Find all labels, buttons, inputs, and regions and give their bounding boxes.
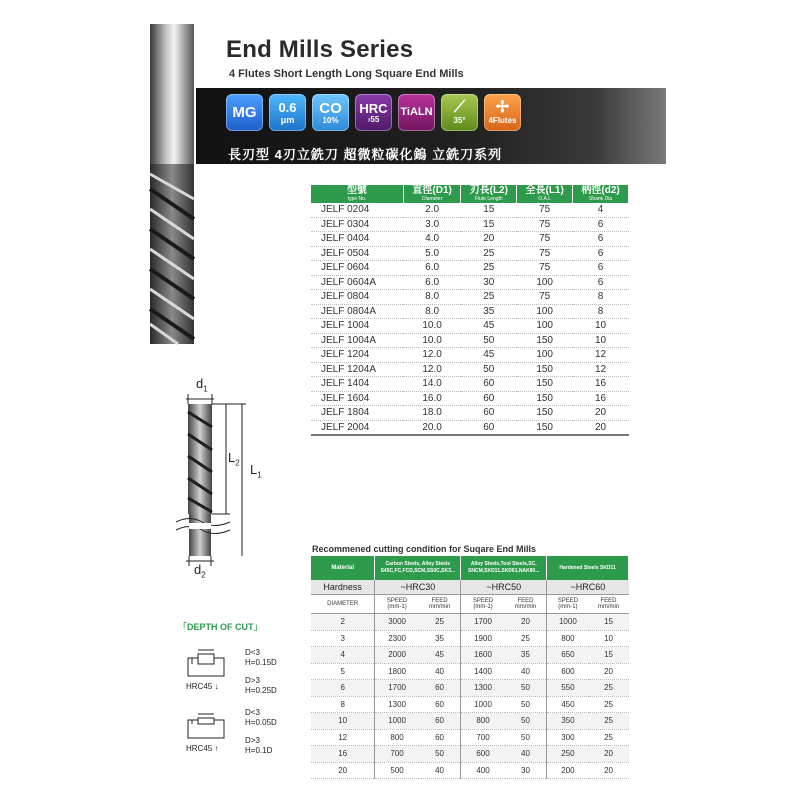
diameter-cell: 20.0 bbox=[403, 420, 460, 435]
hardness-2: ~HRC50 bbox=[461, 580, 547, 595]
case2-line1: D<3 bbox=[245, 708, 260, 717]
flute-length-cell: 15 bbox=[461, 217, 517, 232]
model-cell: JELF 1604 bbox=[311, 391, 403, 406]
speed-cell: 250 bbox=[547, 746, 589, 763]
spec-row bbox=[311, 246, 629, 261]
cutting-title: Recommened cutting condition for Suqare End Mills bbox=[312, 544, 537, 554]
spec-row bbox=[311, 420, 629, 435]
badge-text: MG bbox=[232, 104, 257, 121]
speed-cell: 1300 bbox=[461, 680, 505, 697]
overall-length-cell: 150 bbox=[517, 362, 573, 377]
speed-cell: 700 bbox=[375, 746, 419, 763]
speed-cell: 1300 bbox=[375, 696, 419, 713]
feed-cell: 10 bbox=[589, 630, 629, 647]
flute-length-cell: 45 bbox=[461, 348, 517, 363]
l2-label: $L_2$ bbox=[228, 450, 240, 468]
material-row bbox=[311, 556, 629, 580]
col-overall-length: 全長(L1) O.A.L bbox=[517, 185, 573, 203]
spec-row bbox=[311, 377, 629, 392]
badge-text: TiALN bbox=[400, 106, 433, 118]
feed-cell: 60 bbox=[419, 696, 461, 713]
cutting-row bbox=[311, 762, 629, 779]
feed-cell: 25 bbox=[589, 680, 629, 697]
cutting-row bbox=[311, 696, 629, 713]
speed-cell: 1000 bbox=[375, 713, 419, 730]
spec-row bbox=[311, 290, 629, 305]
diameter-cell: 6.0 bbox=[403, 275, 460, 290]
feed-cell: 35 bbox=[419, 630, 461, 647]
overall-length-cell: 150 bbox=[517, 420, 573, 435]
spec-table-body bbox=[311, 203, 629, 435]
cutting-row bbox=[311, 680, 629, 697]
diameter-cell: 3.0 bbox=[403, 217, 460, 232]
speed-cell: 1900 bbox=[461, 630, 505, 647]
d2-label: $d_2$ bbox=[194, 562, 206, 580]
speed-cell: 1700 bbox=[461, 614, 505, 631]
shank-dia-cell: 10 bbox=[573, 319, 629, 334]
speed-cell: 700 bbox=[461, 729, 505, 746]
overall-length-cell: 100 bbox=[517, 319, 573, 334]
series-title: End Mills Series bbox=[226, 36, 414, 63]
speed-cell: 600 bbox=[461, 746, 505, 763]
col-shank-dia: 柄徑(d2) Shank Dia bbox=[573, 185, 629, 203]
col-diameter: 直徑(D1) Diameter bbox=[403, 185, 460, 203]
overall-length-cell: 100 bbox=[517, 275, 573, 290]
speed-cell: 400 bbox=[461, 762, 505, 779]
case2-line2: H=0.05D bbox=[245, 718, 277, 727]
speed-cell: 200 bbox=[547, 762, 589, 779]
spec-table bbox=[311, 185, 629, 436]
flute-length-cell: 25 bbox=[461, 290, 517, 305]
col-flute-length: 刃長(L2) Flute Length bbox=[461, 185, 517, 203]
model-cell: JELF 1004A bbox=[311, 333, 403, 348]
feed-cell: 50 bbox=[505, 696, 547, 713]
model-cell: JELF 0604 bbox=[311, 261, 403, 276]
shank-dia-cell: 6 bbox=[573, 261, 629, 276]
overall-length-cell: 100 bbox=[517, 348, 573, 363]
overall-length-cell: 75 bbox=[517, 217, 573, 232]
feed-cell: 40 bbox=[419, 663, 461, 680]
feed-header: FEED mm/min bbox=[505, 595, 547, 614]
model-cell: JELF 1404 bbox=[311, 377, 403, 392]
feed-cell: 50 bbox=[505, 729, 547, 746]
badge-subtext: ›55 bbox=[367, 114, 380, 124]
depth-of-cut-title: 「DEPTH OF CUT」 bbox=[178, 622, 263, 632]
diameter-cell: 12 bbox=[311, 729, 375, 746]
spec-row bbox=[311, 333, 629, 348]
flute-length-cell: 20 bbox=[461, 232, 517, 247]
model-cell: JELF 1004 bbox=[311, 319, 403, 334]
cutting-row bbox=[311, 713, 629, 730]
feed-cell: 50 bbox=[505, 680, 547, 697]
model-cell: JELF 1204 bbox=[311, 348, 403, 363]
end-mill-photo bbox=[148, 24, 200, 346]
cutting-row bbox=[311, 663, 629, 680]
overall-length-cell: 75 bbox=[517, 246, 573, 261]
case1-line4: H=0.25D bbox=[245, 686, 277, 695]
cutting-table bbox=[311, 556, 629, 779]
flute-length-cell: 60 bbox=[461, 420, 517, 435]
material-label: Material bbox=[311, 556, 375, 580]
feed-cell: 35 bbox=[505, 647, 547, 664]
diameter-label: DIAMETER bbox=[311, 595, 375, 614]
cutting-row bbox=[311, 746, 629, 763]
shank-dia-cell: 16 bbox=[573, 391, 629, 406]
shank-dia-cell: 8 bbox=[573, 290, 629, 305]
diameter-cell: 5 bbox=[311, 663, 375, 680]
diameter-cell: 4 bbox=[311, 647, 375, 664]
flute-length-cell: 15 bbox=[461, 203, 517, 217]
flutes-glyph-icon: ✢ bbox=[495, 99, 510, 116]
spec-row bbox=[311, 232, 629, 247]
case2-label: HRC45 ↑ bbox=[186, 744, 219, 753]
shank-dia-cell: 6 bbox=[573, 275, 629, 290]
l1-label: $L_1$ bbox=[250, 462, 262, 480]
shank-dia-cell: 16 bbox=[573, 377, 629, 392]
badge-subtext: 35° bbox=[453, 116, 466, 125]
speed-cell: 1000 bbox=[547, 614, 589, 631]
material-2: Alloy Steels,Tool Steels,SC, SNCM,SKD11,SKD61,NAK80... bbox=[461, 556, 547, 580]
spec-row bbox=[311, 362, 629, 377]
speed-cell: 1800 bbox=[375, 663, 419, 680]
model-cell: JELF 0604A bbox=[311, 275, 403, 290]
depth-of-cut-box bbox=[182, 636, 292, 768]
model-cell: JELF 0304 bbox=[311, 217, 403, 232]
diameter-cell: 8.0 bbox=[403, 290, 460, 305]
diameter-cell: 16.0 bbox=[403, 391, 460, 406]
feed-cell: 25 bbox=[589, 729, 629, 746]
series-subtitle: 4 Flutes Short Length Long Square End Mills bbox=[229, 68, 464, 80]
speed-cell: 500 bbox=[375, 762, 419, 779]
diameter-cell: 10 bbox=[311, 713, 375, 730]
flute-length-cell: 60 bbox=[461, 406, 517, 421]
diameter-cell: 12.0 bbox=[403, 362, 460, 377]
micron-badge-icon bbox=[269, 94, 306, 131]
d1-label: $d_1$ bbox=[196, 376, 208, 394]
speed-header: SPEED (mm-1) bbox=[461, 595, 505, 614]
overall-length-cell: 75 bbox=[517, 290, 573, 305]
cutting-row bbox=[311, 729, 629, 746]
feature-icons bbox=[226, 94, 521, 131]
diameter-cell: 20 bbox=[311, 762, 375, 779]
hardness-1: ~HRC30 bbox=[375, 580, 461, 595]
spec-row bbox=[311, 261, 629, 276]
feed-cell: 50 bbox=[505, 713, 547, 730]
spec-row bbox=[311, 319, 629, 334]
shank-dia-cell: 6 bbox=[573, 232, 629, 247]
shank-dia-cell: 10 bbox=[573, 333, 629, 348]
speed-cell: 800 bbox=[375, 729, 419, 746]
feed-header: FEED mm/min bbox=[589, 595, 629, 614]
spec-row bbox=[311, 391, 629, 406]
model-cell: JELF 0804 bbox=[311, 290, 403, 305]
diameter-cell: 16 bbox=[311, 746, 375, 763]
speed-cell: 300 bbox=[547, 729, 589, 746]
speed-header: SPEED (mm-1) bbox=[375, 595, 419, 614]
feed-cell: 25 bbox=[589, 696, 629, 713]
speed-header: SPEED (mm-1) bbox=[547, 595, 589, 614]
case1-label: HRC45 ↓ bbox=[186, 682, 219, 691]
overall-length-cell: 100 bbox=[517, 304, 573, 319]
diameter-cell: 2 bbox=[311, 614, 375, 631]
shank-dia-cell: 20 bbox=[573, 420, 629, 435]
flute-length-cell: 30 bbox=[461, 275, 517, 290]
speed-cell: 1600 bbox=[461, 647, 505, 664]
model-cell: JELF 1804 bbox=[311, 406, 403, 421]
hardness-3: ~HRC60 bbox=[547, 580, 629, 595]
dimension-diagram bbox=[170, 372, 290, 582]
model-cell: JELF 0204 bbox=[311, 203, 403, 217]
overall-length-cell: 75 bbox=[517, 232, 573, 247]
feed-cell: 20 bbox=[505, 614, 547, 631]
badge-subtext: 10% bbox=[322, 115, 339, 125]
case1-line3: D>3 bbox=[245, 676, 260, 685]
case1-line2: H=0.15D bbox=[245, 658, 277, 667]
unit-row bbox=[311, 595, 629, 614]
speed-cell: 1000 bbox=[461, 696, 505, 713]
shank-dia-cell: 8 bbox=[573, 304, 629, 319]
badge-text: 0.6 bbox=[278, 99, 297, 115]
diameter-cell: 10.0 bbox=[403, 333, 460, 348]
badge-text: CO bbox=[319, 99, 342, 117]
four-flutes-badge-icon bbox=[484, 94, 521, 131]
helix-glyph-icon: ⟋ bbox=[453, 99, 466, 116]
model-cell: JELF 2004 bbox=[311, 420, 403, 435]
feed-header: FEED mm/min bbox=[419, 595, 461, 614]
speed-cell: 600 bbox=[547, 663, 589, 680]
shank-dia-cell: 6 bbox=[573, 217, 629, 232]
feed-cell: 45 bbox=[419, 647, 461, 664]
speed-cell: 800 bbox=[547, 630, 589, 647]
overall-length-cell: 150 bbox=[517, 377, 573, 392]
overall-length-cell: 150 bbox=[517, 333, 573, 348]
end-mill-drawing bbox=[170, 372, 290, 582]
spec-row bbox=[311, 275, 629, 290]
feed-cell: 20 bbox=[589, 663, 629, 680]
shank-dia-cell: 6 bbox=[573, 246, 629, 261]
model-cell: JELF 1204A bbox=[311, 362, 403, 377]
diameter-cell: 4.0 bbox=[403, 232, 460, 247]
material-3: Hardened Steels SKD11 bbox=[547, 556, 629, 580]
feed-cell: 40 bbox=[505, 663, 547, 680]
hrc-badge-icon bbox=[355, 94, 392, 131]
overall-length-cell: 150 bbox=[517, 406, 573, 421]
model-cell: JELF 0504 bbox=[311, 246, 403, 261]
flute-length-cell: 35 bbox=[461, 304, 517, 319]
diameter-cell: 6.0 bbox=[403, 261, 460, 276]
diameter-cell: 10.0 bbox=[403, 319, 460, 334]
overall-length-cell: 75 bbox=[517, 261, 573, 276]
badge-subtext: μm bbox=[280, 114, 295, 125]
diameter-cell: 5.0 bbox=[403, 246, 460, 261]
shank-dia-cell: 12 bbox=[573, 348, 629, 363]
chinese-title: 長刃型 4刃立銑刀 超微粒碳化鎢 立銑刀系列 bbox=[228, 147, 503, 162]
speed-cell: 550 bbox=[547, 680, 589, 697]
speed-cell: 1700 bbox=[375, 680, 419, 697]
speed-cell: 800 bbox=[461, 713, 505, 730]
shank-dia-cell: 20 bbox=[573, 406, 629, 421]
feed-cell: 30 bbox=[505, 762, 547, 779]
feed-cell: 20 bbox=[589, 762, 629, 779]
helix-angle-badge-icon bbox=[441, 94, 478, 131]
spec-row bbox=[311, 406, 629, 421]
diameter-cell: 12.0 bbox=[403, 348, 460, 363]
flute-length-cell: 45 bbox=[461, 319, 517, 334]
mg-badge-icon bbox=[226, 94, 263, 131]
diameter-cell: 8.0 bbox=[403, 304, 460, 319]
diameter-cell: 2.0 bbox=[403, 203, 460, 217]
speed-cell: 1400 bbox=[461, 663, 505, 680]
feed-cell: 15 bbox=[589, 614, 629, 631]
flute-length-cell: 50 bbox=[461, 362, 517, 377]
case2-line3: D>3 bbox=[245, 736, 260, 745]
col-model: 型號 type No. bbox=[311, 185, 403, 203]
feed-cell: 60 bbox=[419, 680, 461, 697]
cutting-row bbox=[311, 614, 629, 631]
diameter-cell: 18.0 bbox=[403, 406, 460, 421]
flute-length-cell: 25 bbox=[461, 261, 517, 276]
cutting-table-body bbox=[311, 614, 629, 779]
case1-line1: D<3 bbox=[245, 648, 260, 657]
feed-cell: 40 bbox=[505, 746, 547, 763]
spec-row bbox=[311, 304, 629, 319]
feed-cell: 50 bbox=[419, 746, 461, 763]
diameter-cell: 3 bbox=[311, 630, 375, 647]
diameter-cell: 6 bbox=[311, 680, 375, 697]
speed-cell: 650 bbox=[547, 647, 589, 664]
model-cell: JELF 0404 bbox=[311, 232, 403, 247]
feed-cell: 20 bbox=[589, 746, 629, 763]
case2-line4: H=0.1D bbox=[245, 746, 273, 755]
diameter-cell: 14.0 bbox=[403, 377, 460, 392]
overall-length-cell: 150 bbox=[517, 391, 573, 406]
model-cell: JELF 0804A bbox=[311, 304, 403, 319]
speed-cell: 350 bbox=[547, 713, 589, 730]
diameter-cell: 8 bbox=[311, 696, 375, 713]
tialn-badge-icon bbox=[398, 94, 435, 131]
hardness-label: Hardness bbox=[311, 580, 375, 595]
cobalt-badge-icon bbox=[312, 94, 349, 131]
cutting-row bbox=[311, 630, 629, 647]
cutting-row bbox=[311, 647, 629, 664]
speed-cell: 2000 bbox=[375, 647, 419, 664]
feed-cell: 25 bbox=[419, 614, 461, 631]
shank-dia-cell: 12 bbox=[573, 362, 629, 377]
flute-length-cell: 25 bbox=[461, 246, 517, 261]
hardness-row bbox=[311, 580, 629, 595]
spec-row bbox=[311, 203, 629, 217]
feed-cell: 25 bbox=[505, 630, 547, 647]
badge-text: HRC bbox=[359, 100, 388, 116]
feed-cell: 60 bbox=[419, 729, 461, 746]
spec-header-row bbox=[311, 185, 629, 203]
material-1: Carbon Steels, Alloy Steels S45C,FC,FCD,SCM,SS0C,SK3... bbox=[375, 556, 461, 580]
speed-cell: 2300 bbox=[375, 630, 419, 647]
feed-cell: 60 bbox=[419, 713, 461, 730]
flute-length-cell: 60 bbox=[461, 377, 517, 392]
badge-subtext: 4Flutes bbox=[488, 116, 517, 125]
overall-length-cell: 75 bbox=[517, 203, 573, 217]
speed-cell: 3000 bbox=[375, 614, 419, 631]
spec-row bbox=[311, 348, 629, 363]
shank-dia-cell: 4 bbox=[573, 203, 629, 217]
spec-row bbox=[311, 217, 629, 232]
flute-length-cell: 60 bbox=[461, 391, 517, 406]
feed-cell: 15 bbox=[589, 647, 629, 664]
speed-cell: 450 bbox=[547, 696, 589, 713]
flute-length-cell: 50 bbox=[461, 333, 517, 348]
feed-cell: 40 bbox=[419, 762, 461, 779]
feed-cell: 25 bbox=[589, 713, 629, 730]
